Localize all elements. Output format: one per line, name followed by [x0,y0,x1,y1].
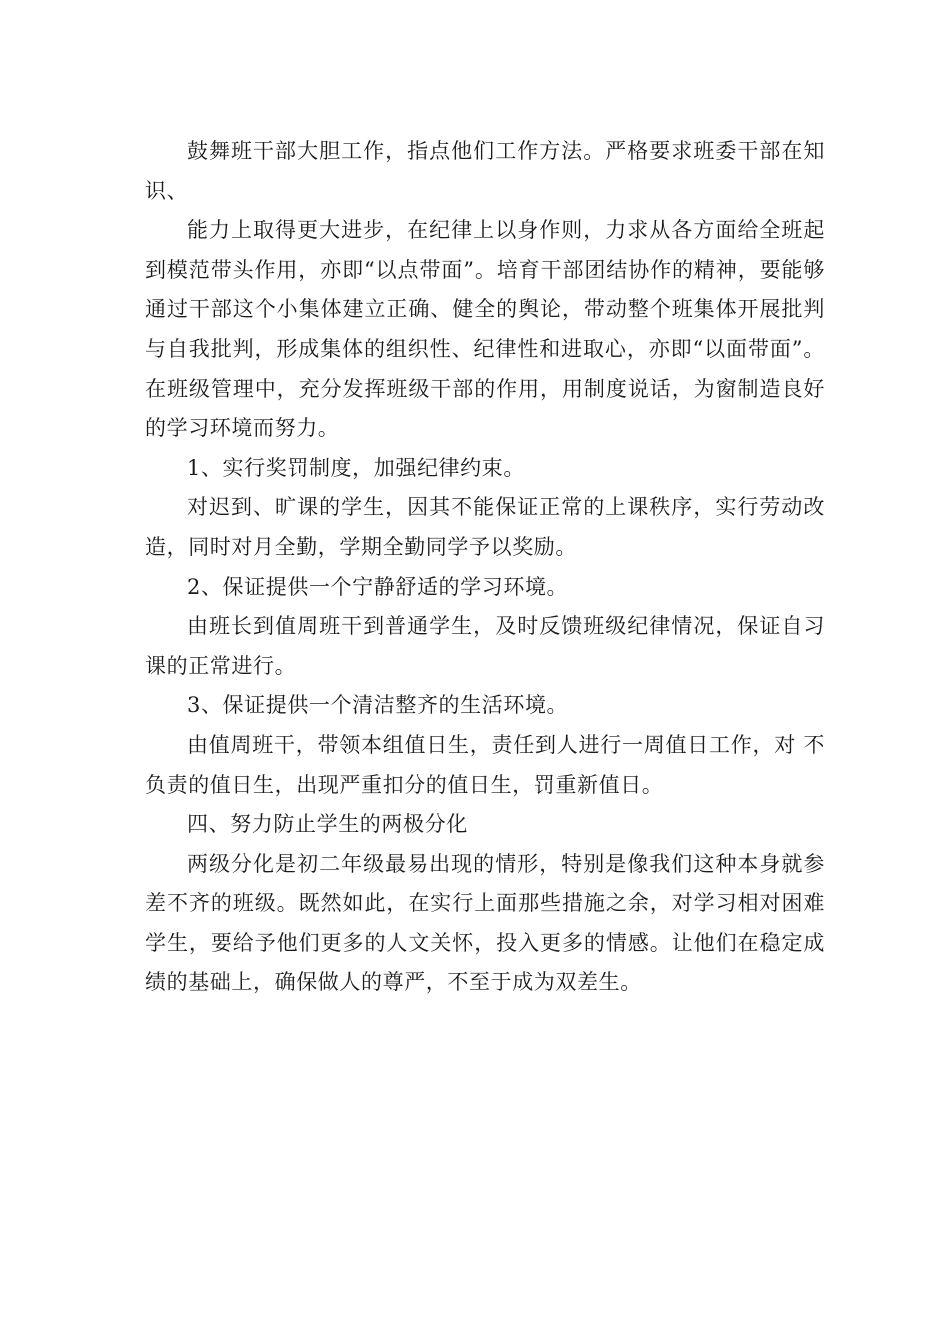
paragraph-10: 两级分化是初二年级最易出现的情形，特别是像我们这种本身就参差不齐的班级。既然如此，在实行上面那些措施之余，对学习相对困难学生，要给予他们更多的人文关怀，投入更多的情感。让他们在稳定成绩的基础上，确保做人的尊严，不至于成为双差生。 [145,851,825,995]
paragraph-3-heading: 1、实行奖罚制度，加强纪律约束。 [187,455,525,480]
paragraph-6: 由班长到值周班干到普通学生，及时反馈班级纪律情况，保证自习课的正常进行。 [145,614,825,678]
paragraph-1: 鼓舞班干部大胆工作，指点他们工作方法。严格要求班委干部在知识、 [145,139,825,203]
section-heading: 四、努力防止学生的两极分化 [187,812,468,837]
paragraph-7-heading: 3、保证提供一个清洁整齐的生活环境。 [187,693,569,718]
paragraph-5-heading: 2、保证提供一个宁静舒适的学习环境。 [187,574,569,599]
paragraph-4: 对迟到、旷课的学生，因其不能保证正常的上课秩序，实行劳动改造，同时对月全勤，学期全勤同学予以奖励。 [145,495,825,559]
paragraph-2: 能力上取得更大进步，在纪律上以身作则，力求从各方面给全班起到模范带头作用，亦即“以点带面”。培育干部团结协作的精神，要能够通过干部这个小集体建立正确、健全的舆论，带动整个班集体开展批判与自我批判，形成集体的组织性、纪律性和进取心，亦即“以面带面”。在班级管理中，充分发挥班级干部的作用，用制度说话，为窗制造良好的学习环境而努力。 [145,218,825,441]
document-body [145,132,825,1003]
paragraph-8: 由值周班干，带领本组值日生，责任到人进行一周值日工作，对 不负责的值日生，出现严重扣分的值日生，罚重新值日。 [145,732,825,797]
